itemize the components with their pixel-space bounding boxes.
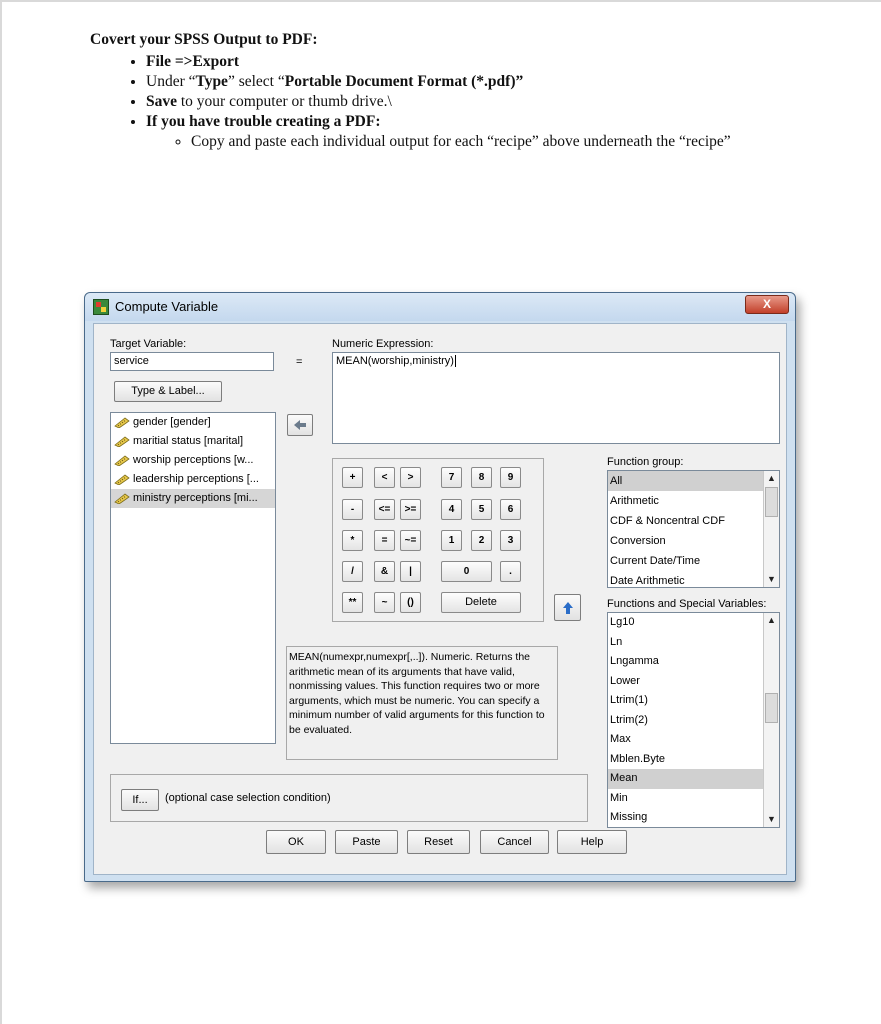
- scroll-up-icon[interactable]: ▲: [767, 473, 776, 483]
- function-item[interactable]: Ltrim(1): [610, 694, 648, 706]
- key-minus[interactable]: -: [342, 499, 363, 520]
- scale-variable-icon: [114, 417, 130, 428]
- reset-button[interactable]: Reset: [407, 830, 470, 854]
- text-cursor: [455, 355, 456, 367]
- scroll-thumb[interactable]: [765, 693, 778, 723]
- list-item: • If you have trouble creating a PDF: ◦ Copy and paste each individual output for each “recipe” above underneath the “recipe”: [146, 112, 731, 152]
- functions-scrollbar[interactable]: [763, 613, 779, 827]
- numeric-expression-input[interactable]: [332, 352, 780, 444]
- list-item: • Under “Type” select “Portable Document Format (*.pdf)”: [146, 72, 731, 92]
- variable-item[interactable]: worship perceptions [w...: [111, 451, 275, 470]
- list-item: • Save to your computer or thumb drive.\: [146, 92, 731, 112]
- sub-list: [146, 132, 731, 152]
- scroll-thumb[interactable]: [765, 487, 778, 517]
- function-item[interactable]: Mean: [608, 769, 766, 789]
- function-description: MEAN(numexpr,numexpr[,..]). Numeric. Returns the arithmetic mean of its arguments that have valid, nonmissing values. This function requires two or more arguments, which must be numeric. You can specify a minimum number of valid arguments for this function to be evaluated.: [289, 651, 545, 736]
- page-top-border: [0, 0, 881, 2]
- key-8[interactable]: 8: [471, 467, 492, 488]
- key-greater-than[interactable]: >: [400, 467, 421, 488]
- functions-label: Functions and Special Variables:: [607, 598, 767, 610]
- key-6[interactable]: 6: [500, 499, 521, 520]
- key-multiply[interactable]: *: [342, 530, 363, 551]
- window-title: Compute Variable: [115, 299, 219, 314]
- compute-variable-window: [84, 292, 796, 882]
- key-3[interactable]: 3: [500, 530, 521, 551]
- arrow-left-icon: [293, 419, 307, 431]
- key-less-equal[interactable]: <=: [374, 499, 395, 520]
- function-group-scrollbar[interactable]: [763, 471, 779, 587]
- key-parentheses[interactable]: (): [400, 592, 421, 613]
- calculator-keypad: [332, 458, 544, 622]
- variable-item[interactable]: leadership perceptions [...: [111, 470, 275, 489]
- function-group-item[interactable]: Arithmetic: [610, 495, 659, 507]
- close-button[interactable]: X: [745, 295, 789, 314]
- help-button[interactable]: Help: [557, 830, 627, 854]
- key-divide[interactable]: /: [342, 561, 363, 582]
- function-group-items: [608, 471, 779, 588]
- key-greater-equal[interactable]: >=: [400, 499, 421, 520]
- key-or[interactable]: |: [400, 561, 421, 582]
- if-condition-text: (optional case selection condition): [165, 792, 331, 804]
- function-description-panel: [286, 646, 558, 760]
- key-decimal[interactable]: .: [500, 561, 521, 582]
- scale-variable-icon: [114, 493, 130, 504]
- if-condition-panel: [110, 774, 588, 822]
- function-group-item[interactable]: All: [608, 471, 766, 491]
- function-item[interactable]: Missing: [610, 811, 648, 823]
- function-item[interactable]: Lngamma: [610, 655, 659, 667]
- function-group-item[interactable]: CDF & Noncentral CDF: [610, 515, 725, 527]
- export-step: File =>Export: [146, 53, 239, 70]
- ok-button[interactable]: OK: [266, 830, 326, 854]
- page-left-border: [0, 0, 2, 1024]
- key-plus[interactable]: +: [342, 467, 363, 488]
- type-label-button[interactable]: Type & Label...: [114, 381, 222, 402]
- function-group-label: Function group:: [607, 456, 684, 468]
- scroll-down-icon[interactable]: ▼: [767, 814, 776, 824]
- scale-variable-icon: [114, 474, 130, 485]
- function-item[interactable]: Min: [610, 791, 628, 804]
- equals-sign: =: [296, 356, 303, 368]
- target-variable-label: Target Variable:: [110, 338, 187, 350]
- scroll-down-icon[interactable]: ▼: [767, 574, 776, 584]
- title-bar[interactable]: [85, 293, 795, 321]
- numeric-expression-label: Numeric Expression:: [332, 338, 434, 350]
- function-item[interactable]: Lg10: [610, 616, 635, 628]
- function-group-item[interactable]: Current Date/Time: [610, 555, 701, 567]
- key-1[interactable]: 1: [441, 530, 462, 551]
- dialog-body: [93, 323, 787, 875]
- functions-items: [608, 613, 779, 828]
- key-9[interactable]: 9: [500, 467, 521, 488]
- instructions: [90, 30, 731, 152]
- cancel-button[interactable]: Cancel: [480, 830, 549, 854]
- variable-item[interactable]: maritial status [marital]: [111, 432, 275, 451]
- numeric-expression-text: MEAN(worship,ministry): [336, 355, 454, 367]
- key-4[interactable]: 4: [441, 499, 462, 520]
- spss-app-icon: [93, 299, 109, 315]
- function-item[interactable]: Ltrim(2): [610, 713, 648, 726]
- key-not[interactable]: ~: [374, 592, 395, 613]
- key-not-equal[interactable]: ~=: [400, 530, 421, 551]
- function-item[interactable]: Mblen.Byte: [610, 752, 666, 765]
- key-7[interactable]: 7: [441, 467, 462, 488]
- list-item: [146, 52, 731, 72]
- if-button[interactable]: If...: [121, 789, 159, 811]
- key-less-than[interactable]: <: [374, 467, 395, 488]
- delete-button[interactable]: Delete: [441, 592, 521, 613]
- move-variable-button[interactable]: [287, 414, 313, 436]
- variable-item[interactable]: gender [gender]: [111, 413, 275, 432]
- key-2[interactable]: 2: [471, 530, 492, 551]
- arrow-up-icon: [562, 601, 574, 615]
- key-0[interactable]: 0: [441, 561, 492, 582]
- variable-list[interactable]: [110, 412, 276, 744]
- insert-function-button[interactable]: [554, 594, 581, 621]
- list-item: ◦ Copy and paste each individual output for each “recipe” above underneath the “recipe”: [191, 132, 731, 152]
- key-equal[interactable]: =: [374, 530, 395, 551]
- instructions-heading: Covert your SPSS Output to PDF:: [90, 31, 318, 48]
- function-item[interactable]: Max: [610, 733, 631, 745]
- function-group-item[interactable]: Conversion: [610, 535, 666, 547]
- key-5[interactable]: 5: [471, 499, 492, 520]
- paste-button[interactable]: Paste: [335, 830, 398, 854]
- function-item[interactable]: Ln: [610, 635, 623, 648]
- target-variable-input[interactable]: service: [110, 352, 274, 371]
- scroll-up-icon[interactable]: ▲: [767, 615, 776, 625]
- key-power[interactable]: **: [342, 592, 363, 613]
- scale-variable-icon: [114, 436, 130, 447]
- function-item[interactable]: Lower: [610, 674, 640, 687]
- variable-item[interactable]: ministry perceptions [mi...: [111, 489, 275, 508]
- function-group-item[interactable]: Date Arithmetic: [610, 575, 685, 587]
- functions-list[interactable]: [607, 612, 780, 828]
- function-group-list[interactable]: [607, 470, 780, 588]
- key-and[interactable]: &: [374, 561, 395, 582]
- instructions-list: [90, 52, 731, 152]
- scale-variable-icon: [114, 455, 130, 466]
